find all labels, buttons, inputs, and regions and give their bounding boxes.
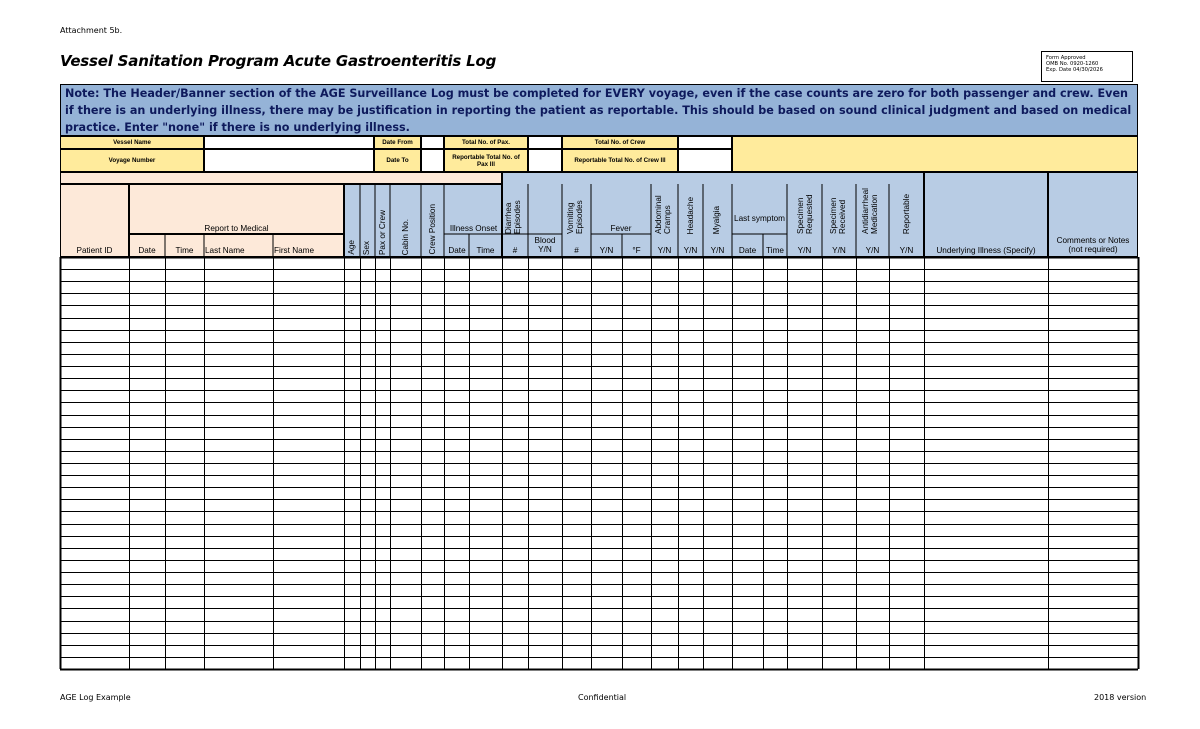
footer-center: Confidential xyxy=(578,693,627,702)
footer-right: 2018 version xyxy=(1094,693,1147,702)
expiration-date-text: Exp. Date 04/30/2026 xyxy=(1046,67,1103,74)
note-banner: Note: The Header/Banner section of the AGE Surveillance Log must be completed for EVERY voyage, even if the case counts are zero for both passenger and crew. Even if there is an underlying illness, there may be justification in reporting the patient as reportable. This should be based on sound clinical judgment and based on medical practice. Enter "none" if there is no underlying illness. xyxy=(60,84,1138,136)
vomiting-count-label: # xyxy=(574,246,579,255)
diarrhea-episodes-label: Diarrhea Episodes xyxy=(504,200,522,234)
comments-label: Comments or Notes (not required) xyxy=(1056,236,1130,254)
diarrhea-count-label: # xyxy=(512,246,518,255)
requested-yn-label: Y/N xyxy=(797,246,812,255)
report-date-label: Date xyxy=(138,246,156,255)
reportable-crew-label: Reportable Total No. of Crew Ill xyxy=(562,149,678,172)
blood-label: Blood Y/N xyxy=(534,236,556,254)
page-title: Vessel Sanitation Program Acute Gastroenteritis Log xyxy=(60,52,497,70)
fever-yn-label: Y/N xyxy=(599,246,614,255)
myalgia-yn-label: Y/N xyxy=(710,246,725,255)
last-time-label: Time xyxy=(766,246,784,255)
last-name-label: Last Name xyxy=(205,246,245,255)
crew-position-label: Crew Position xyxy=(428,204,437,255)
report-time-label: Time xyxy=(175,246,194,255)
log-table-lines xyxy=(60,257,1139,670)
reportable-pax-label: Reportable Total No. of Pax Ill xyxy=(444,149,528,172)
vessel-name-label: Vessel Name xyxy=(60,136,204,149)
onset-time-label: Time xyxy=(476,246,495,255)
report-to-medical-label: Report to Medical xyxy=(204,224,269,233)
cabin-no-label: Cabin No. xyxy=(401,218,410,255)
headache-yn-label: Y/N xyxy=(683,246,698,255)
sex-label: Sex xyxy=(362,240,371,255)
footer-left: AGE Log Example xyxy=(60,693,131,702)
fever-degrees-label: °F xyxy=(632,246,641,255)
headache-label: Headache xyxy=(686,196,695,234)
antidiarrheal-yn-label: Y/N xyxy=(865,246,880,255)
received-yn-label: Y/N xyxy=(832,246,846,255)
antidiarrheal-medication-label: Antidiarrheal Medication xyxy=(861,188,879,234)
last-date-label: Date xyxy=(738,246,757,255)
form-approved-text: Form Approved xyxy=(1046,55,1086,61)
header-column-dividers xyxy=(129,184,889,257)
omb-number-text: OMB No. 0920-1260 xyxy=(1046,61,1099,68)
total-crew-label: Total No. of Crew xyxy=(562,136,678,149)
voyage-number-label: Voyage Number xyxy=(60,149,204,172)
fever-label: Fever xyxy=(610,224,632,233)
cramps-yn-label: Y/N xyxy=(657,246,672,255)
underlying-illness-label: Underlying Illness (Specify) xyxy=(936,246,1036,255)
first-name-label: First Name xyxy=(274,246,315,255)
attachment-label: Attachment 5b. xyxy=(60,26,123,35)
specimen-requested-label: Specimen Requested xyxy=(796,194,814,234)
patient-id-label: Patient ID xyxy=(76,246,113,255)
reportable-yn-label: Y/N xyxy=(899,246,914,255)
onset-date-label: Date xyxy=(448,246,466,255)
reportable-label: Reportable xyxy=(902,193,911,234)
myalgia-label: Myalgia xyxy=(712,205,721,234)
illness-onset-label: Illness Onset xyxy=(449,224,498,233)
age-label: Age xyxy=(347,240,356,255)
total-pax-label: Total No. of Pax. xyxy=(444,136,528,149)
date-to-label: Date To xyxy=(374,149,421,172)
date-from-label: Date From xyxy=(374,136,421,149)
specimen-received-label: Specimen Received xyxy=(829,197,847,234)
pax-or-crew-label: Pax or Crew xyxy=(378,209,387,255)
abdominal-cramps-label: Abdominal Cramps xyxy=(654,195,672,234)
last-symptom-label: Last symptom xyxy=(734,214,785,223)
vomiting-episodes-label: Vomiting Episodes xyxy=(566,200,584,234)
